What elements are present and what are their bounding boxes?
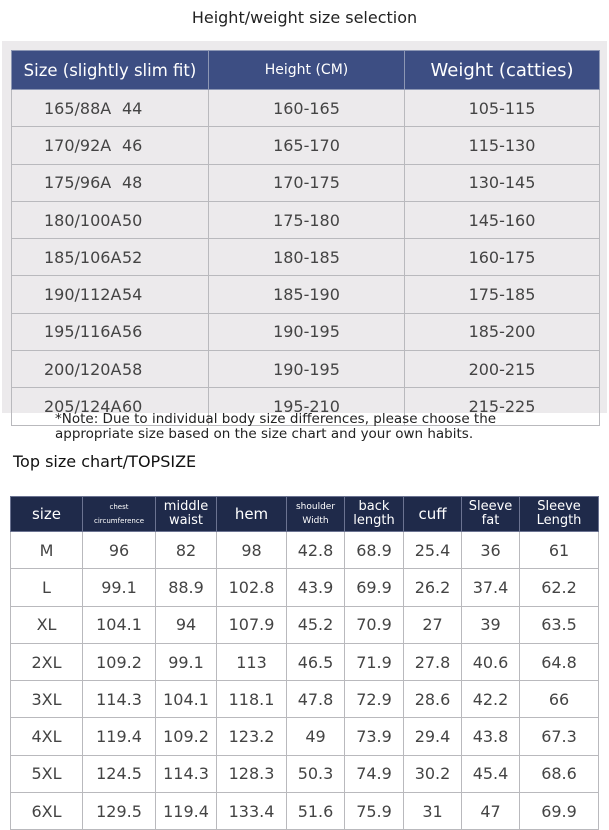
- top-cell-shoulder: 46.5: [287, 643, 345, 680]
- top-cell-shoulder: 42.8: [287, 532, 345, 569]
- size-cell: [12, 164, 209, 201]
- top-header-shoulder: shoulder Width: [287, 497, 345, 532]
- top-cell-sleeve-fat: 39: [462, 606, 520, 643]
- top-table-row: [11, 718, 599, 755]
- top-cell-chest: 109.2: [83, 643, 156, 680]
- top-header-sleeve-fat: Sleeve fat: [462, 497, 520, 532]
- top-cell-middle-waist: 114.3: [156, 755, 217, 792]
- size-code: 205/124A: [44, 397, 122, 417]
- size-cell: [12, 276, 209, 313]
- top-cell-cuff: 30.2: [404, 755, 462, 792]
- size-cell: [12, 127, 209, 164]
- top-cell-shoulder: 51.6: [287, 793, 345, 830]
- size-code: 170/92A: [44, 135, 112, 155]
- weight-cell: 105-115: [405, 90, 600, 127]
- height-header: Height (CM): [209, 51, 405, 90]
- top-cell-middle-waist: 94: [156, 606, 217, 643]
- size-table-row: [12, 351, 600, 388]
- top-table-row: [11, 606, 599, 643]
- top-cell-hem: 128.3: [217, 755, 287, 792]
- size-number: 54: [122, 285, 143, 305]
- page-title: Height/weight size selection: [191, 8, 418, 27]
- size-number: 52: [122, 247, 143, 267]
- height-cell: 180-185: [209, 239, 405, 276]
- top-cell-sleeve-length: 68.6: [520, 755, 599, 792]
- size-header: Size (slightly slim fit): [12, 51, 209, 90]
- top-header-size: size: [11, 497, 83, 532]
- top-header-cuff: cuff: [404, 497, 462, 532]
- size-code: 175/96A: [44, 173, 112, 193]
- height-cell: 170-175: [209, 164, 405, 201]
- top-cell-size: 3XL: [11, 681, 83, 718]
- size-code: 165/88A: [44, 98, 112, 118]
- weight-cell: 160-175: [405, 239, 600, 276]
- top-cell-chest: 119.4: [83, 718, 156, 755]
- size-number: 50: [122, 210, 143, 230]
- top-cell-cuff: 27.8: [404, 643, 462, 680]
- top-cell-shoulder: 49: [287, 718, 345, 755]
- top-table-row: [11, 569, 599, 606]
- top-cell-middle-waist: 99.1: [156, 643, 217, 680]
- top-cell-shoulder: 43.9: [287, 569, 345, 606]
- top-header-sleeve-length: Sleeve Length: [520, 497, 599, 532]
- weight-cell: 145-160: [405, 201, 600, 238]
- top-cell-back-length: 70.9: [345, 606, 404, 643]
- top-cell-size: 6XL: [11, 793, 83, 830]
- size-table-row: [12, 164, 600, 201]
- top-cell-back-length: 72.9: [345, 681, 404, 718]
- size-cell: [12, 239, 209, 276]
- top-cell-shoulder: 47.8: [287, 681, 345, 718]
- size-table-row: [12, 276, 600, 313]
- size-code: 190/112A: [44, 285, 122, 305]
- top-cell-size: 5XL: [11, 755, 83, 792]
- size-table: [11, 50, 600, 426]
- top-cell-chest: 129.5: [83, 793, 156, 830]
- height-cell: 175-180: [209, 201, 405, 238]
- height-cell: 195-210: [209, 388, 405, 425]
- weight-cell: 115-130: [405, 127, 600, 164]
- height-cell: 190-195: [209, 351, 405, 388]
- top-cell-cuff: 31: [404, 793, 462, 830]
- top-cell-hem: 133.4: [217, 793, 287, 830]
- top-cell-chest: 124.5: [83, 755, 156, 792]
- size-number: 48: [122, 173, 143, 193]
- top-cell-sleeve-length: 61: [520, 532, 599, 569]
- size-cell: [12, 90, 209, 127]
- size-code: 200/120A: [44, 359, 122, 379]
- top-header-chest: chest circumference: [83, 497, 156, 532]
- weight-cell: 175-185: [405, 276, 600, 313]
- top-cell-hem: 113: [217, 643, 287, 680]
- top-cell-sleeve-length: 62.2: [520, 569, 599, 606]
- top-cell-middle-waist: 82: [156, 532, 217, 569]
- top-cell-hem: 102.8: [217, 569, 287, 606]
- top-table-row: [11, 793, 599, 830]
- weight-cell: 215-225: [405, 388, 600, 425]
- top-cell-sleeve-fat: 47: [462, 793, 520, 830]
- top-cell-sleeve-length: 67.3: [520, 718, 599, 755]
- top-cell-back-length: 73.9: [345, 718, 404, 755]
- size-table-row: [12, 201, 600, 238]
- top-cell-middle-waist: 109.2: [156, 718, 217, 755]
- top-cell-chest: 96: [83, 532, 156, 569]
- top-cell-sleeve-length: 64.8: [520, 643, 599, 680]
- top-cell-back-length: 69.9: [345, 569, 404, 606]
- size-cell: [12, 313, 209, 350]
- top-cell-size: M: [11, 532, 83, 569]
- top-cell-hem: 123.2: [217, 718, 287, 755]
- top-cell-sleeve-fat: 45.4: [462, 755, 520, 792]
- top-cell-back-length: 75.9: [345, 793, 404, 830]
- top-cell-shoulder: 50.3: [287, 755, 345, 792]
- top-cell-size: XL: [11, 606, 83, 643]
- size-cell: [12, 201, 209, 238]
- weight-cell: 185-200: [405, 313, 600, 350]
- top-cell-size: 4XL: [11, 718, 83, 755]
- top-table-row: [11, 755, 599, 792]
- top-cell-middle-waist: 119.4: [156, 793, 217, 830]
- top-header-hem: hem: [217, 497, 287, 532]
- top-size-title: Top size chart/TOPSIZE: [13, 452, 197, 471]
- top-cell-hem: 118.1: [217, 681, 287, 718]
- top-cell-chest: 99.1: [83, 569, 156, 606]
- size-table-header-row: [12, 51, 600, 90]
- size-table-row: [12, 127, 600, 164]
- size-number: 60: [122, 397, 143, 417]
- top-table-row: [11, 532, 599, 569]
- top-cell-cuff: 25.4: [404, 532, 462, 569]
- top-cell-shoulder: 45.2: [287, 606, 345, 643]
- size-code: 195/116A: [44, 322, 122, 342]
- top-cell-sleeve-fat: 36: [462, 532, 520, 569]
- size-table-row: [12, 239, 600, 276]
- size-number: 44: [122, 98, 143, 118]
- size-number: 56: [122, 322, 143, 342]
- top-cell-sleeve-length: 66: [520, 681, 599, 718]
- top-cell-size: L: [11, 569, 83, 606]
- size-number: 58: [122, 359, 143, 379]
- top-cell-back-length: 68.9: [345, 532, 404, 569]
- top-table-header-row: [11, 497, 599, 532]
- top-cell-middle-waist: 88.9: [156, 569, 217, 606]
- height-cell: 160-165: [209, 90, 405, 127]
- height-cell: 185-190: [209, 276, 405, 313]
- top-cell-back-length: 74.9: [345, 755, 404, 792]
- size-number: 46: [122, 135, 143, 155]
- weight-cell: 200-215: [405, 351, 600, 388]
- top-cell-sleeve-length: 63.5: [520, 606, 599, 643]
- top-cell-cuff: 26.2: [404, 569, 462, 606]
- top-cell-sleeve-fat: 42.2: [462, 681, 520, 718]
- height-cell: 165-170: [209, 127, 405, 164]
- top-header-back-length: back length: [345, 497, 404, 532]
- top-cell-sleeve-fat: 43.8: [462, 718, 520, 755]
- top-cell-cuff: 28.6: [404, 681, 462, 718]
- size-code: 180/100A: [44, 210, 122, 230]
- top-cell-size: 2XL: [11, 643, 83, 680]
- top-cell-sleeve-fat: 40.6: [462, 643, 520, 680]
- top-cell-cuff: 27: [404, 606, 462, 643]
- top-cell-sleeve-fat: 37.4: [462, 569, 520, 606]
- weight-header: Weight (catties): [405, 51, 600, 90]
- top-cell-sleeve-length: 69.9: [520, 793, 599, 830]
- top-cell-hem: 98: [217, 532, 287, 569]
- top-table-row: [11, 681, 599, 718]
- top-cell-back-length: 71.9: [345, 643, 404, 680]
- top-cell-chest: 114.3: [83, 681, 156, 718]
- top-cell-chest: 104.1: [83, 606, 156, 643]
- size-table-row: [12, 313, 600, 350]
- size-code: 185/106A: [44, 247, 122, 267]
- top-cell-cuff: 29.4: [404, 718, 462, 755]
- height-cell: 190-195: [209, 313, 405, 350]
- size-cell: [12, 351, 209, 388]
- top-cell-hem: 107.9: [217, 606, 287, 643]
- weight-cell: 130-145: [405, 164, 600, 201]
- size-note: *Note: Due to individual body size differences, please choose the appropriate size based on the size chart and your own habits.: [55, 411, 497, 442]
- top-header-middle-waist: middle waist: [156, 497, 217, 532]
- top-cell-middle-waist: 104.1: [156, 681, 217, 718]
- top-size-table: [10, 496, 599, 830]
- top-table-row: [11, 643, 599, 680]
- size-table-row: [12, 90, 600, 127]
